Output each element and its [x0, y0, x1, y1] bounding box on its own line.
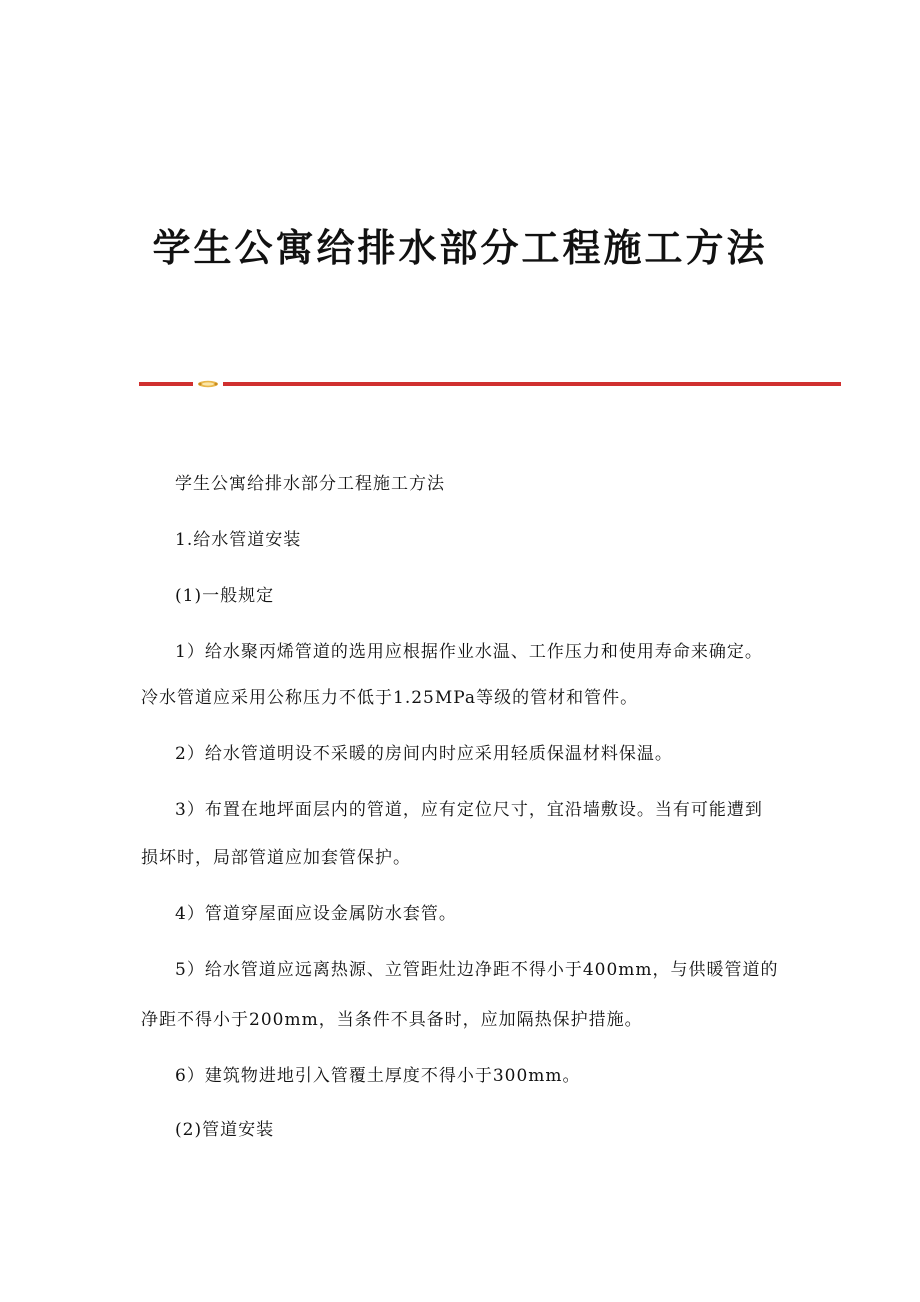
- paragraph-line: 4）管道穿屋面应设金属防水套管。: [175, 904, 457, 924]
- divider-right-segment: [223, 382, 841, 386]
- paragraph-line: 5）给水管道应远离热源、立管距灶边净距不得小于400mm，与供暖管道的: [175, 960, 779, 980]
- divider-ornament-icon: [197, 380, 219, 388]
- title-divider: [139, 380, 841, 390]
- paragraph-line: 净距不得小于200mm，当条件不具备时，应加隔热保护措施。: [141, 1010, 643, 1030]
- section-heading: 1.给水管道安装: [175, 530, 302, 550]
- paragraph-line: 冷水管道应采用公称压力不低于1.25MPa等级的管材和管件。: [141, 688, 639, 708]
- paragraph-line: 1）给水聚丙烯管道的选用应根据作业水温、工作压力和使用寿命来确定。: [175, 642, 763, 662]
- paragraph-line: 3）布置在地坪面层内的管道，应有定位尺寸，宜沿墙敷设。当有可能遭到: [175, 800, 763, 820]
- paragraph-line: 损坏时，局部管道应加套管保护。: [141, 848, 411, 868]
- paragraph-line: 2）给水管道明设不采暖的房间内时应采用轻质保温材料保温。: [175, 744, 673, 764]
- body-heading: 学生公寓给排水部分工程施工方法: [175, 474, 445, 494]
- paragraph-line: 6）建筑物进地引入管覆土厚度不得小于300mm。: [175, 1066, 581, 1086]
- divider-left-segment: [139, 382, 193, 386]
- subsection-heading: (1)一般规定: [175, 586, 275, 606]
- subsection-heading: (2)管道安装: [175, 1120, 275, 1140]
- document-title: 学生公寓给排水部分工程施工方法: [152, 225, 768, 270]
